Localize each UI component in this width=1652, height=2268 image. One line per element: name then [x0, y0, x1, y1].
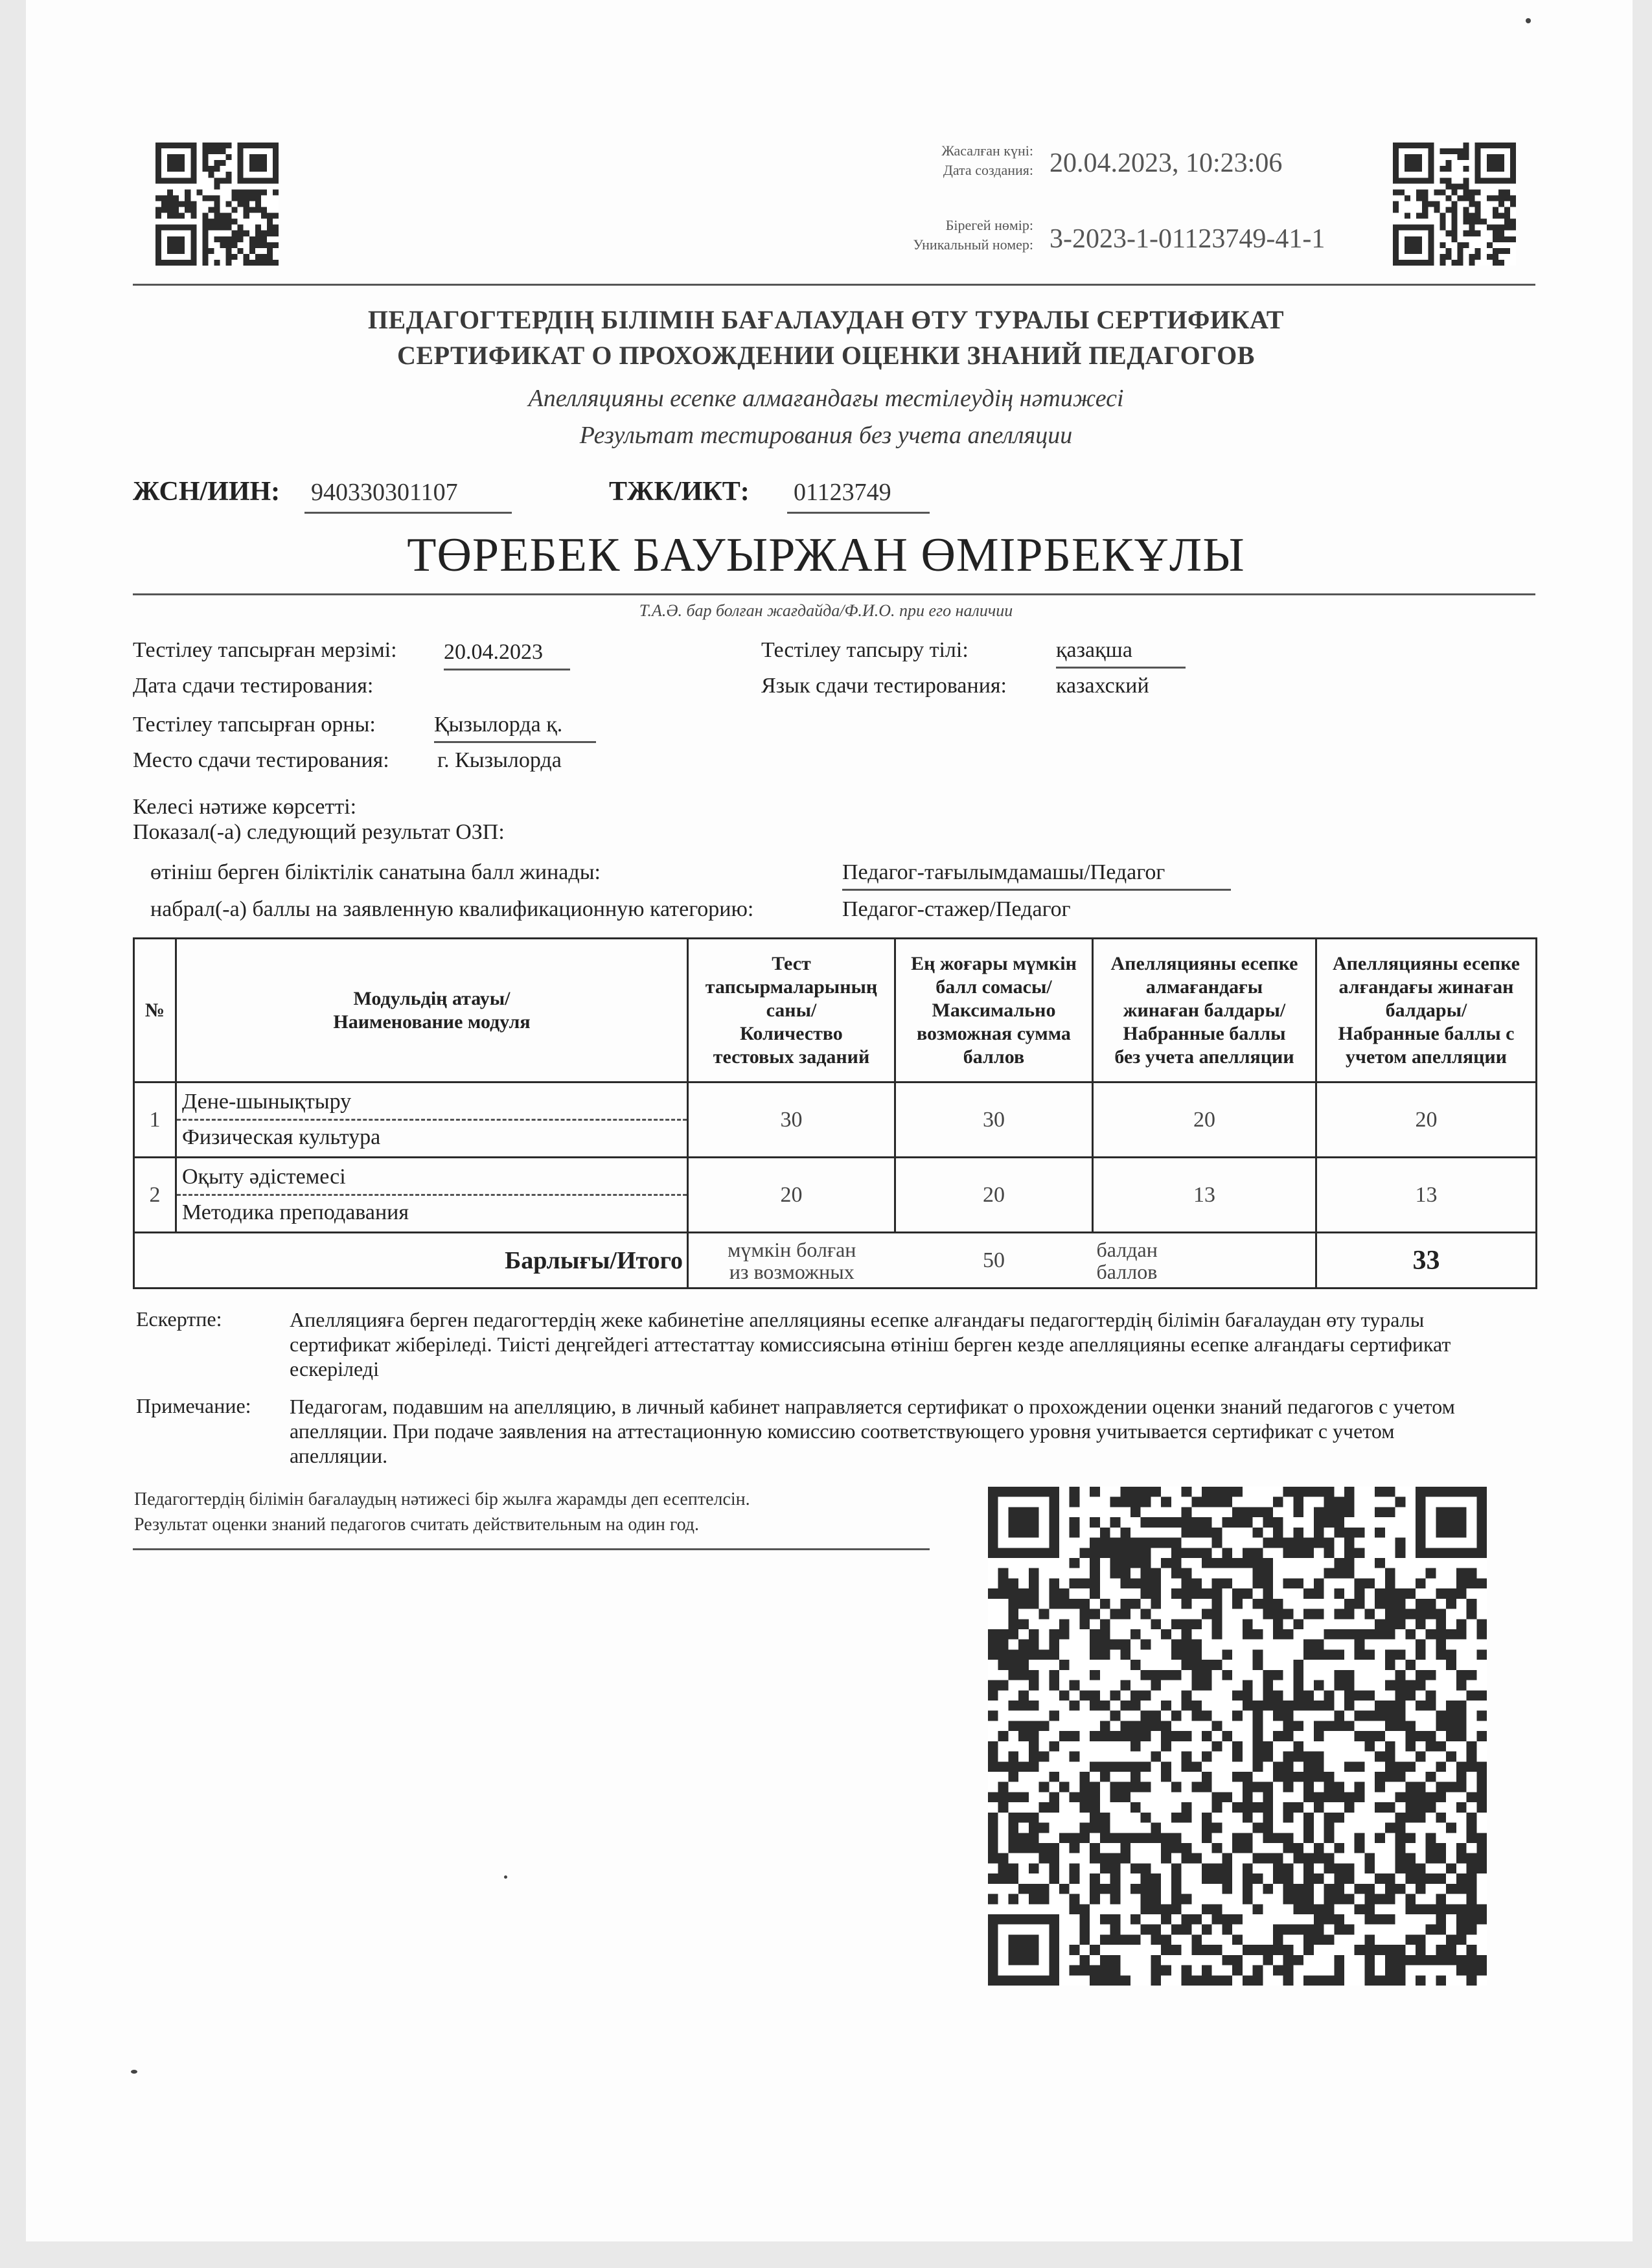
certificate-title-kk: ПЕДАГОГТЕРДІҢ БІЛІМІН БАҒАЛАУДАН ӨТУ ТУРАЛЫ СЕРТИФИКАТ	[367, 305, 1285, 334]
result-shown-kk: Келесі нәтиже көрсетті:	[133, 795, 357, 819]
module-name-ru: Физическая культура	[182, 1125, 381, 1149]
certificate-title-ru: СЕРТИФИКАТ О ПРОХОЖДЕНИИ ОЦЕНКИ ЗНАНИЙ ПЕДАГОГОВ	[397, 341, 1255, 370]
score-with-appeal: 13	[1316, 1158, 1537, 1233]
max-score: 30	[895, 1082, 1093, 1158]
validity-underline	[133, 1548, 930, 1550]
header-score-without-appeal: Апелляцияны есепке алмағандағы жинаған балдары/ Набранные баллы без учета апелляции	[1093, 939, 1316, 1082]
table-row	[134, 1158, 1537, 1233]
result-subtitle-kk: Апелляцияны есепке алмағандағы тестілеудің нәтижесі	[528, 385, 1124, 412]
score-with-appeal: 20	[1316, 1082, 1537, 1158]
header-number: №	[134, 939, 176, 1082]
row-number: 2	[134, 1158, 176, 1233]
row-number: 1	[134, 1082, 176, 1158]
module-name-kk: Оқыту әдістемесі	[177, 1159, 687, 1196]
test-date-value: 20.04.2023	[444, 640, 570, 670]
category-label-ru: набрал(-а) баллы на заявленную квалификационную категорию:	[150, 897, 754, 921]
iin-label: ЖСН/ИИН:	[133, 477, 281, 507]
module-name-cell	[176, 1082, 688, 1158]
tasks-count: 30	[688, 1082, 895, 1158]
total-label: Барлығы/Итого	[134, 1233, 688, 1289]
category-value-ru: Педагог-стажер/Педагог	[842, 897, 1071, 921]
score-without-appeal: 20	[1093, 1082, 1316, 1158]
test-date-label-kk: Тестілеу тапсырған мерзімі:	[133, 638, 397, 662]
validity-note-ru: Результат оценки знаний педагогов считать действительным на один год.	[134, 1515, 700, 1535]
score-without-appeal: 13	[1093, 1158, 1316, 1233]
note-text-kk: Апелляцияға берген педагогтердің жеке кабинетіне апелляцияны есепке алғандағы педагогтердің білімін бағалаудан өту туралы сертификат жіберіледі. Тиісті деңгейдегі аттестаттау комиссиясына өтініш берген кезде апелляцияны есепке алғандағы сертификат ескеріледі	[290, 1308, 1451, 1380]
total-score: 33	[1316, 1233, 1537, 1289]
qr-code-top-left	[155, 143, 279, 266]
scan-speck	[504, 1875, 507, 1879]
test-place-value-kk: Қызылорда қ.	[434, 713, 596, 743]
test-place-label-ru: Место сдачи тестирования:	[133, 748, 389, 772]
tasks-count: 20	[688, 1158, 895, 1233]
test-language-label-kk: Тестілеу тапсыру тілі:	[761, 638, 969, 662]
test-place-label-kk: Тестілеу тапсырған орны:	[133, 713, 376, 737]
module-name-ru: Методика преподавания	[182, 1200, 409, 1224]
qr-code-large	[988, 1487, 1487, 1986]
iin-value: 940330301107	[304, 478, 512, 514]
header-divider	[133, 284, 1535, 286]
full-name: ТӨРЕБЕК БАУЫРЖАН ӨМІРБЕКҰЛЫ	[407, 529, 1245, 582]
note-label-kk: Ескертпе:	[136, 1307, 222, 1331]
header-module: Модульдің атауы/ Наименование модуля	[176, 939, 688, 1082]
category-value-kk: Педагог-тағылымдамашы/Педагог	[842, 860, 1231, 891]
table-header-row	[134, 939, 1537, 1082]
max-score: 20	[895, 1158, 1093, 1233]
qr-code-top-right	[1393, 143, 1516, 266]
header-max-score: Ең жоғары мүмкін балл сомасы/ Максимально возможная сумма баллов	[895, 939, 1093, 1082]
header-tasks-count: Тест тапсырмаларының саны/ Количество тестовых заданий	[688, 939, 895, 1082]
total-points-text: балдан баллов	[1093, 1233, 1316, 1289]
note-text-ru: Педагогам, подавшим на апелляцию, в личный кабинет направляется сертификат о прохождении оценки знаний педагогов с учетом апелляции. При подаче заявления на аттестационную комиссию соответствующего уровня учитывается сертификат с учетом апелляции.	[290, 1395, 1455, 1467]
total-possible-text: мүмкін болған из возможных	[688, 1233, 895, 1289]
unique-number-value: 3-2023-1-01123749-41-1	[1050, 224, 1325, 254]
test-language-value-ru: казахский	[1056, 674, 1149, 698]
module-name-cell	[176, 1158, 688, 1233]
module-name-kk: Дене-шынықтыру	[177, 1084, 687, 1121]
validity-note-kk: Педагогтердің білімін бағалаудың нәтижесі бір жылға жарамды деп есептелсін.	[134, 1489, 750, 1509]
scan-speck	[131, 2070, 137, 2074]
category-label-kk: өтініш берген біліктілік санатына балл жинады:	[150, 860, 601, 884]
created-value: 20.04.2023, 10:23:06	[1050, 148, 1283, 178]
test-date-label-ru: Дата сдачи тестирования:	[133, 674, 374, 698]
note-label-ru: Примечание:	[136, 1394, 251, 1417]
result-subtitle-ru: Результат тестирования без учета апелляции	[579, 422, 1073, 449]
header-score-with-appeal: Апелляцияны есепке алғандағы жинаған балдары/ Набранные баллы с учетом апелляции	[1316, 939, 1537, 1082]
results-table	[133, 937, 1537, 1289]
name-underline	[133, 593, 1535, 595]
full-name-note: Т.А.Ә. бар болған жағдайда/Ф.И.О. при его наличии	[639, 601, 1013, 620]
test-place-value-ru: г. Кызылорда	[437, 748, 562, 772]
test-language-label-ru: Язык сдачи тестирования:	[761, 674, 1007, 698]
table-row	[134, 1082, 1537, 1158]
test-language-value-kk: қазақша	[1056, 638, 1186, 669]
ikt-label: ТЖК/ИКТ:	[609, 477, 750, 507]
created-label: Жасалған күні: Дата создания:	[941, 143, 1033, 178]
result-shown-ru: Показал(-а) следующий результат ОЗП:	[133, 820, 505, 844]
table-total-row	[134, 1233, 1537, 1289]
unique-number-label: Бірегей нөмір: Уникальный номер:	[913, 217, 1033, 253]
ikt-value: 01123749	[787, 478, 930, 514]
scan-speck	[1526, 18, 1531, 23]
total-possible-value: 50	[895, 1233, 1093, 1289]
